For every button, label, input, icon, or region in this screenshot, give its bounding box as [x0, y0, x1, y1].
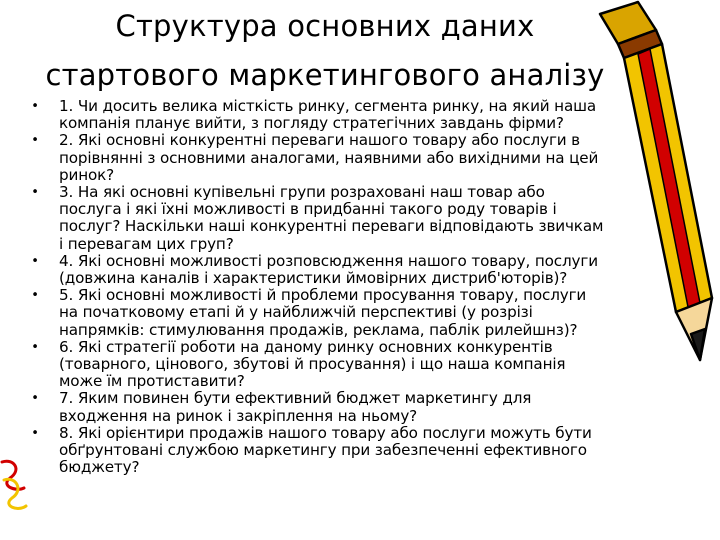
bullet-dot: • [31, 185, 39, 201]
item-line: може їм протиставити? [59, 372, 245, 391]
bullet-dot: • [31, 425, 39, 441]
bullet-item-1 [26, 98, 646, 132]
item-line: і перевагам цих груп? [59, 234, 234, 253]
pencil-icon [560, 0, 720, 390]
item-line: (товарного, цінового, збутові й просування) і що наша компанія [59, 355, 566, 374]
title-line-1: Структура основних даних [115, 9, 535, 43]
item-line: напрямків: стимулювання продажів, реклама, паблік рилейшнз)? [59, 320, 578, 339]
item-line: 1. Чи досить велика місткість ринку, сегмента ринку, на який наша [59, 97, 597, 115]
slide-title [40, 2, 610, 100]
item-line: 4. Які основні можливості розповсюдження нашого товару, послуги [59, 251, 598, 270]
item-line: бюджету? [59, 458, 140, 477]
item-line: 5. Які основні можливості й проблеми просування товару, послуги [59, 286, 587, 305]
item-line: ринок? [59, 165, 115, 184]
bullet-list [26, 98, 646, 476]
item-line: входження на ринок і закріплення на ньому? [59, 406, 418, 425]
item-line: компанія планує вийти, з погляду стратегічних завдань фірми? [59, 114, 564, 133]
bullet-item-6 [26, 339, 646, 391]
item-line: 2. Які основні конкурентні переваги нашого товару або послуги в [59, 131, 580, 150]
bullet-dot: • [31, 391, 39, 407]
item-line: на початковому етапі й у найближчій перспективі (у розрізі [59, 303, 533, 322]
bullet-item-8 [26, 425, 646, 477]
item-line: 8. Які орієнтири продажів нашого товару або послуги можуть бути [59, 423, 592, 442]
bullet-item-5 [26, 287, 646, 339]
bullet-item-4 [26, 253, 646, 287]
item-line: послуг? Наскільки наші конкурентні переваги відповідають звичкам [59, 217, 604, 236]
item-line: обґрунтовані службою маркетингу при забезпеченні ефективного [59, 441, 587, 460]
item-line: 3. На які основні купівельні групи розраховані наш товар або [59, 183, 545, 202]
item-line: порівнянні з основними аналогами, наявними або вихідними на цей [59, 148, 599, 167]
item-line: 7. Яким повинен бути ефективний бюджет маркетингу для [59, 389, 532, 408]
item-line: послуга і які їхні можливості в придбанні такого роду товарів і [59, 200, 557, 219]
bullet-dot: • [31, 339, 39, 355]
item-line: (довжина каналів і характеристики ймовірних дистриб'юторів)? [59, 269, 568, 288]
bullet-dot: • [31, 253, 39, 269]
bullet-item-2 [26, 132, 646, 184]
bullet-item-7 [26, 390, 646, 424]
bullet-dot: • [31, 133, 39, 149]
bullet-item-3 [26, 184, 646, 253]
bullet-dot: • [31, 288, 39, 304]
title-line-2: стартового маркетингового аналізу [45, 58, 605, 92]
item-line: 6. Які стратегії роботи на даному ринку основних конкурентів [59, 337, 553, 356]
bullet-dot: • [31, 99, 39, 114]
squiggle-decoration [0, 440, 30, 540]
